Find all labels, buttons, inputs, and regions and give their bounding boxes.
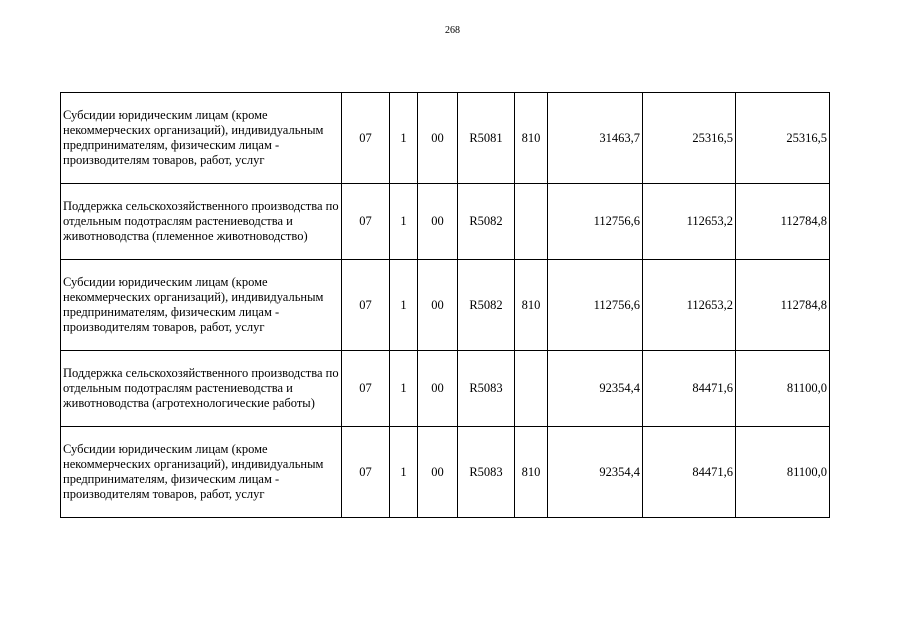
row-name-cell: Субсидии юридическим лицам (кроме некоммерческих организаций), индивидуальным предпринимателям, физическим лицам - производителям товаров, работ, услуг — [61, 427, 342, 518]
row-name-cell: Поддержка сельскохозяйственного производства по отдельным подотраслям растениеводства и животноводства (племенное животноводство) — [61, 184, 342, 260]
type-cell — [515, 184, 548, 260]
amount3-cell: 81100,0 — [736, 427, 830, 518]
subsection-cell: 1 — [390, 427, 418, 518]
row-name-cell: Поддержка сельскохозяйственного производства по отдельным подотраслям растениеводства и животноводства (агротехнологические работы) — [61, 351, 342, 427]
type-cell: 810 — [515, 260, 548, 351]
code-cell: R5082 — [458, 184, 515, 260]
program-cell: 00 — [418, 93, 458, 184]
table-row — [61, 427, 830, 518]
amount3-cell: 25316,5 — [736, 93, 830, 184]
code-cell: R5081 — [458, 93, 515, 184]
section-cell: 07 — [342, 184, 390, 260]
amount2-cell: 112653,2 — [643, 184, 736, 260]
type-cell: 810 — [515, 427, 548, 518]
section-cell: 07 — [342, 93, 390, 184]
code-cell: R5083 — [458, 427, 515, 518]
amount1-cell: 31463,7 — [548, 93, 643, 184]
amount2-cell: 25316,5 — [643, 93, 736, 184]
program-cell: 00 — [418, 184, 458, 260]
budget-table — [60, 92, 830, 518]
amount1-cell: 92354,4 — [548, 351, 643, 427]
amount1-cell: 92354,4 — [548, 427, 643, 518]
code-cell: R5082 — [458, 260, 515, 351]
table-row — [61, 93, 830, 184]
section-cell: 07 — [342, 351, 390, 427]
amount1-cell: 112756,6 — [548, 184, 643, 260]
page-number: 268 — [445, 25, 460, 36]
type-cell: 810 — [515, 93, 548, 184]
table-row — [61, 351, 830, 427]
subsection-cell: 1 — [390, 93, 418, 184]
amount1-cell: 112756,6 — [548, 260, 643, 351]
type-cell — [515, 351, 548, 427]
amount2-cell: 112653,2 — [643, 260, 736, 351]
row-name-cell: Субсидии юридическим лицам (кроме некоммерческих организаций), индивидуальным предпринимателям, физическим лицам - производителям товаров, работ, услуг — [61, 93, 342, 184]
amount3-cell: 112784,8 — [736, 260, 830, 351]
section-cell: 07 — [342, 427, 390, 518]
subsection-cell: 1 — [390, 351, 418, 427]
amount3-cell: 81100,0 — [736, 351, 830, 427]
code-cell: R5083 — [458, 351, 515, 427]
table-row — [61, 184, 830, 260]
amount2-cell: 84471,6 — [643, 351, 736, 427]
amount2-cell: 84471,6 — [643, 427, 736, 518]
subsection-cell: 1 — [390, 184, 418, 260]
program-cell: 00 — [418, 351, 458, 427]
subsection-cell: 1 — [390, 260, 418, 351]
program-cell: 00 — [418, 260, 458, 351]
program-cell: 00 — [418, 427, 458, 518]
amount3-cell: 112784,8 — [736, 184, 830, 260]
row-name-cell: Субсидии юридическим лицам (кроме некоммерческих организаций), индивидуальным предпринимателям, физическим лицам - производителям товаров, работ, услуг — [61, 260, 342, 351]
section-cell: 07 — [342, 260, 390, 351]
table-row — [61, 260, 830, 351]
